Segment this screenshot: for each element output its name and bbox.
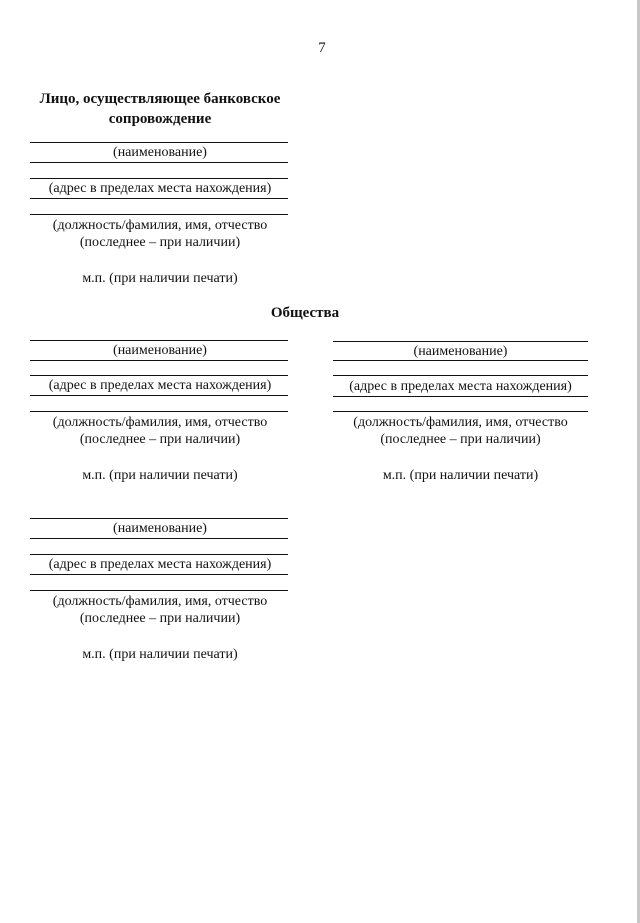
signature-line [333,375,588,376]
signature-line [333,396,588,397]
signature-line [30,214,288,215]
bank-support-title [20,89,300,129]
signature-line [30,590,288,591]
position-caption-line2: (последнее – при наличии) [380,432,541,447]
signature-line [333,341,588,342]
bank-title-line2: сопровождение [108,111,212,127]
signature-line [30,360,288,361]
signature-line [30,411,288,412]
signature-line [333,411,588,412]
address-caption: (адрес в пределах места нахождения) [48,181,272,196]
stamp-caption: м.п. (при наличии печати) [382,468,539,483]
page-number: 7 [318,40,326,56]
address-caption: (адрес в пределах места нахождения) [48,557,272,572]
signature-line [30,538,288,539]
signature-line [333,360,588,361]
position-caption-line2: (последнее – при наличии) [79,611,241,626]
signature-line [30,375,288,376]
signature-line [30,395,288,396]
signature-line [30,554,288,555]
bank-title-line1: Лицо, осуществляющее банковское [39,91,281,107]
stamp-caption: м.п. (при наличии печати) [82,647,238,662]
name-caption: (наименование) [113,145,207,160]
signature-line [30,340,288,341]
name-caption: (наименование) [113,343,207,358]
position-caption-line1: (должность/фамилия, имя, отчество [353,415,568,430]
address-caption: (адрес в пределах места нахождения) [48,378,272,393]
signature-line [30,162,288,163]
name-caption: (наименование) [413,344,508,359]
stamp-caption: м.п. (при наличии печати) [82,271,238,286]
address-caption: (адрес в пределах места нахождения) [349,379,572,394]
signature-line [30,142,288,143]
signature-line [30,198,288,199]
position-caption-line2: (последнее – при наличии) [79,432,241,447]
stamp-caption: м.п. (при наличии печати) [82,468,238,483]
signature-line [30,574,288,575]
signature-line [30,178,288,179]
position-caption-line1: (должность/фамилия, имя, отчество [52,594,268,609]
position-caption-line1: (должность/фамилия, имя, отчество [52,218,268,233]
society-title: Общества [270,305,340,321]
name-caption: (наименование) [113,521,207,536]
position-caption-line2: (последнее – при наличии) [79,235,241,250]
signature-line [30,518,288,519]
position-caption-line1: (должность/фамилия, имя, отчество [52,415,268,430]
